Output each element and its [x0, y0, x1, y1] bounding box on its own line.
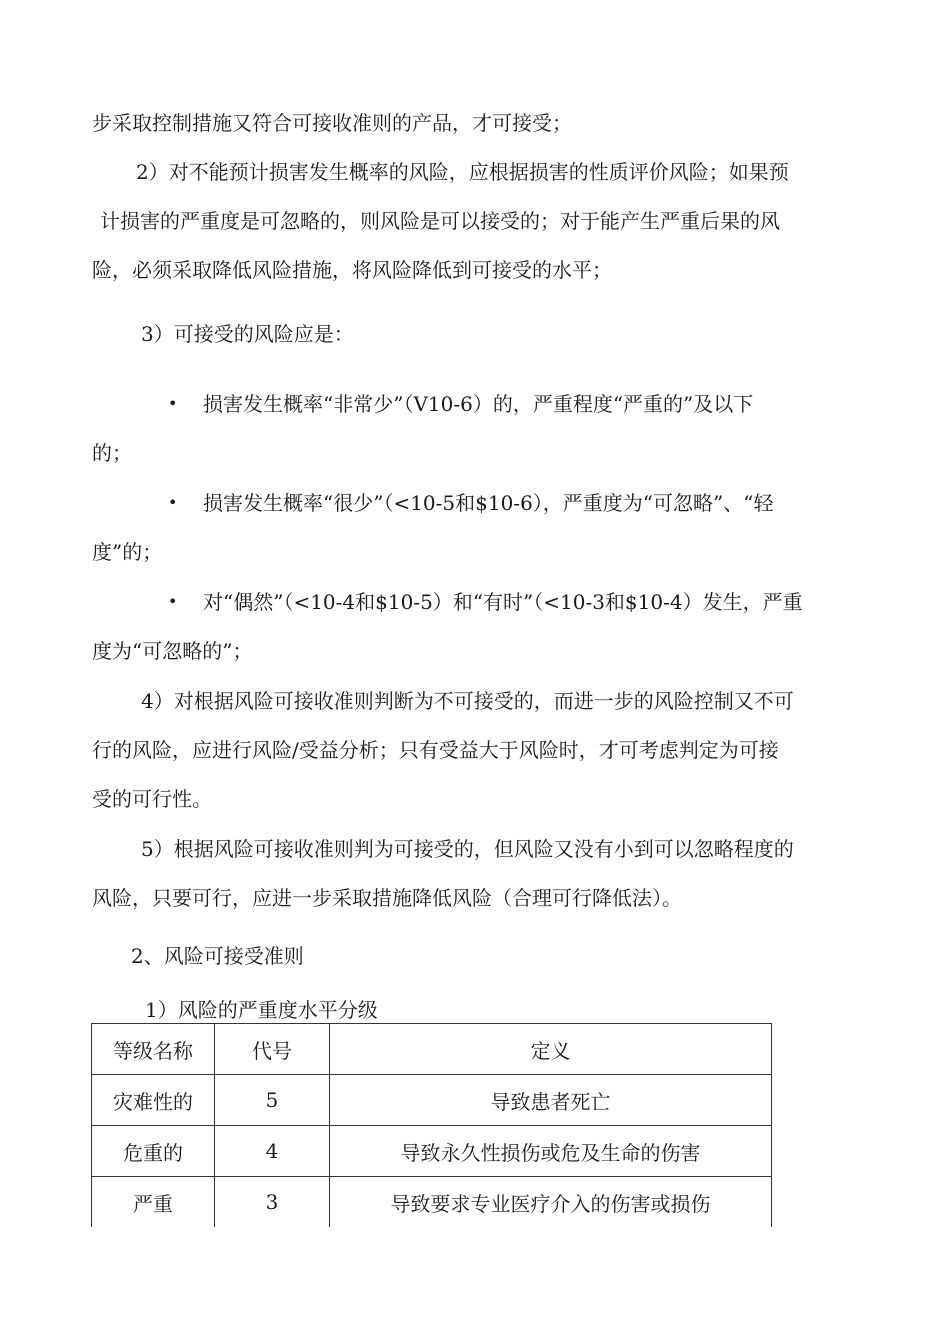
section-2-heading: 2、风险可接受准则 — [131, 944, 304, 968]
item-2-line-2: 计损害的严重度是可忽略的，则风险是可以接受的；对于能产生严重后果的风 — [100, 209, 780, 233]
section-2-subheading: 1）风险的严重度水平分级 — [145, 998, 378, 1022]
cell-level-name: 灾难性的 — [92, 1075, 215, 1126]
item-4-line-2: 行的风险，应进行风险/受益分析；只有受益大于风险时，才可考虑判定为可接 — [92, 738, 779, 762]
cell-definition: 导致要求专业医疗介入的伤害或损伤 — [330, 1177, 772, 1228]
bullet-3-line-2: 度为“可忽略的”； — [92, 639, 253, 663]
item-3-heading: 3）可接受的风险应是： — [141, 322, 354, 346]
bullet-1-line-1: 损害发生概率“非常少”（V10-6）的，严重程度“严重的”及以下 — [203, 392, 754, 416]
header-definition: 定义 — [330, 1024, 772, 1075]
cell-code: 5 — [215, 1075, 330, 1126]
cell-definition: 导致患者死亡 — [330, 1075, 772, 1126]
table-row — [92, 1126, 772, 1177]
cell-level-name: 严重 — [92, 1177, 215, 1228]
item-2-line-1: 2）对不能预计损害发生概率的风险，应根据损害的性质评价风险；如果预 — [136, 160, 789, 184]
cell-code: 3 — [215, 1177, 330, 1228]
item-4-line-3: 受的可行性。 — [92, 787, 212, 811]
cell-code: 4 — [215, 1126, 330, 1177]
table-row — [92, 1075, 772, 1126]
header-level-name: 等级名称 — [92, 1024, 215, 1075]
cell-definition: 导致永久性损伤或危及生命的伤害 — [330, 1126, 772, 1177]
table-header-row — [92, 1024, 772, 1075]
table-row — [92, 1177, 772, 1228]
cell-level-name: 危重的 — [92, 1126, 215, 1177]
item-4-line-1: 4）对根据风险可接收准则判断为不可接受的，而进一步的风险控制又不可 — [141, 689, 794, 713]
bullet-2-icon: • — [168, 493, 178, 512]
item-2-line-3: 险，必须采取降低风险措施，将风险降低到可接受的水平； — [92, 258, 612, 282]
bullet-3-icon: • — [168, 592, 178, 611]
severity-table — [91, 1023, 772, 1227]
bullet-1-line-2: 的； — [92, 441, 132, 465]
bullet-3-line-1: 对“偶然”（<10-4和$10-5）和“有时”（<10-3和$10-4）发生，严重 — [203, 590, 803, 614]
bullet-2-line-2: 度”的； — [92, 540, 163, 564]
item-5-line-2: 风险，只要可行，应进一步采取措施降低风险（合理可行降低法）。 — [92, 886, 682, 910]
item-5-line-1: 5）根据风险可接收准则判为可接受的，但风险又没有小到可以忽略程度的 — [141, 837, 794, 861]
bullet-2-line-1: 损害发生概率“很少”（<10-5和$10-6），严重度为“可忽略”、“轻 — [203, 491, 774, 515]
paragraph-continuation: 步采取控制措施又符合可接收准则的产品，才可接受； — [92, 111, 572, 135]
header-code: 代号 — [215, 1024, 330, 1075]
bullet-1-icon: • — [168, 394, 178, 413]
